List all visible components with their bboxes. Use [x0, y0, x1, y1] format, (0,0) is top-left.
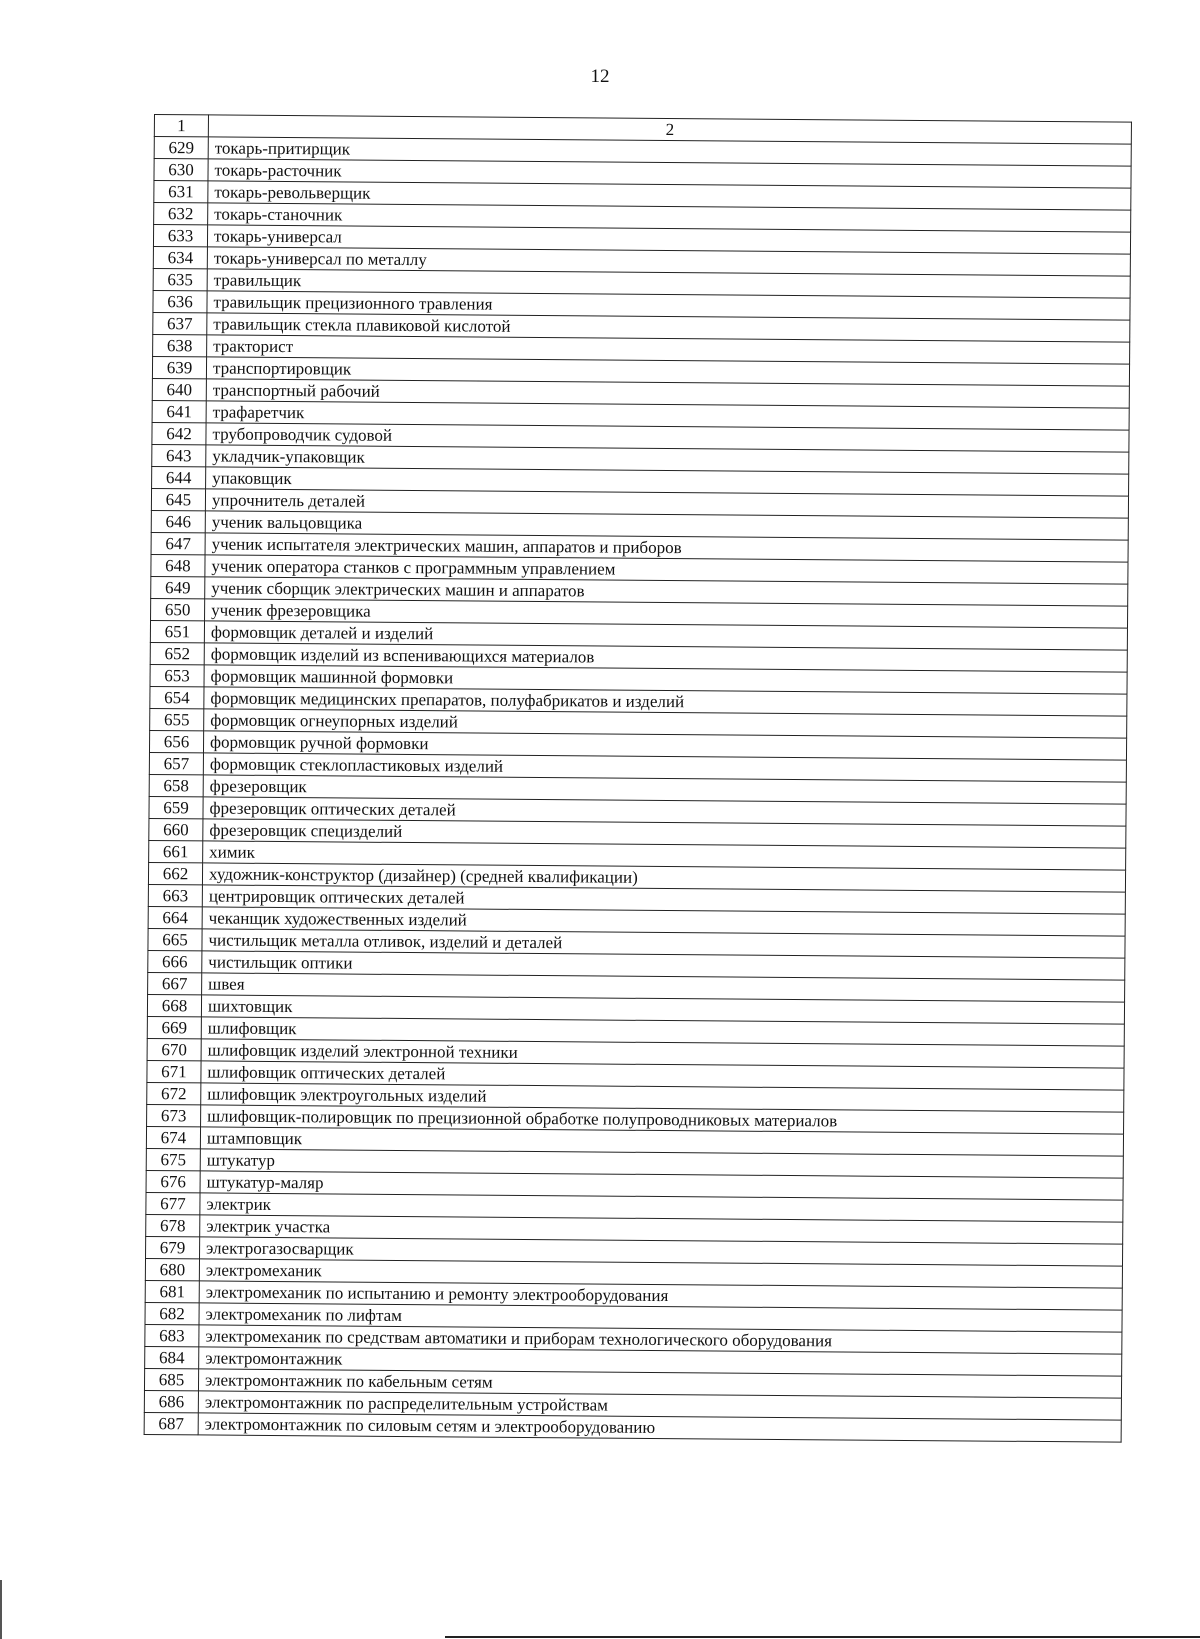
row-number: 643	[152, 444, 206, 466]
row-number: 687	[144, 1412, 198, 1434]
row-number: 680	[145, 1258, 199, 1280]
profession-name: электромеханик по испытанию и ремонту электрооборудования	[199, 1281, 1122, 1310]
profession-name: ученик сборщик электрических машин и аппаратов	[205, 577, 1128, 606]
row-number: 685	[144, 1368, 198, 1390]
profession-name: шихтовщик	[201, 995, 1124, 1024]
page-bottom-edge-line	[445, 1636, 1200, 1638]
row-number: 669	[147, 1016, 201, 1038]
row-number: 644	[152, 466, 206, 488]
profession-name: штамповщик	[200, 1127, 1123, 1156]
profession-name: трафаретчик	[206, 401, 1129, 430]
row-number: 676	[146, 1170, 200, 1192]
row-number: 645	[151, 488, 205, 510]
row-number: 686	[144, 1390, 198, 1412]
row-number: 649	[151, 576, 205, 598]
profession-name: травильщик прецизионного травления	[207, 291, 1130, 320]
profession-name: токарь-станочник	[208, 203, 1131, 232]
row-number: 660	[149, 818, 203, 840]
professions-table-container	[144, 114, 1132, 1443]
header-column-number: 1	[154, 115, 208, 137]
row-number: 666	[148, 950, 202, 972]
row-number: 642	[152, 422, 206, 444]
row-number: 658	[149, 774, 203, 796]
row-number: 679	[146, 1236, 200, 1258]
profession-name: фрезеровщик специзделий	[203, 819, 1126, 848]
profession-name: шлифовщик изделий электронной техники	[201, 1039, 1124, 1068]
profession-name: токарь-универсал по металлу	[207, 247, 1130, 276]
row-number: 637	[153, 312, 207, 334]
row-number: 646	[151, 510, 205, 532]
profession-name: ученик фрезеровщика	[205, 599, 1128, 628]
profession-name: транспортный рабочий	[206, 379, 1129, 408]
table-body	[144, 115, 1131, 1443]
row-number: 670	[147, 1038, 201, 1060]
row-number: 677	[146, 1192, 200, 1214]
row-number: 636	[153, 290, 207, 312]
row-number: 652	[150, 642, 204, 664]
profession-name: трубопроводчик судовой	[206, 423, 1129, 452]
profession-name: укладчик-упаковщик	[206, 445, 1129, 474]
row-number: 659	[149, 796, 203, 818]
profession-name: упрочнитель деталей	[205, 489, 1128, 518]
profession-name: токарь-расточник	[208, 159, 1131, 188]
profession-name: чистильщик металла отливок, изделий и деталей	[202, 929, 1125, 958]
profession-name: штукатур-маляр	[200, 1171, 1123, 1200]
profession-name: центрировщик оптических деталей	[202, 885, 1125, 914]
row-number: 662	[148, 862, 202, 884]
row-number: 682	[145, 1302, 199, 1324]
profession-name: формовщик стеклопластиковых изделий	[203, 753, 1126, 782]
row-number: 655	[150, 708, 204, 730]
profession-name: транспортировщик	[206, 357, 1129, 386]
row-number: 665	[148, 928, 202, 950]
row-number: 667	[148, 972, 202, 994]
profession-name: травильщик	[207, 269, 1130, 298]
row-number: 650	[151, 598, 205, 620]
profession-name: художник-конструктор (дизайнер) (средней квалификации)	[202, 863, 1125, 892]
profession-name: электрогазосварщик	[200, 1237, 1123, 1266]
profession-name: электромеханик по лифтам	[199, 1303, 1122, 1332]
profession-name: травильщик стекла плавиковой кислотой	[207, 313, 1130, 342]
profession-name: шлифовщик-полировщик по прецизионной обработке полупроводниковых материалов	[201, 1105, 1124, 1134]
profession-name: чистильщик оптики	[202, 951, 1125, 980]
profession-name: формовщик изделий из вспенивающихся материалов	[204, 643, 1127, 672]
profession-name: ученик оператора станков с программным управлением	[205, 555, 1128, 584]
header-column-profession: 2	[208, 115, 1131, 144]
profession-name: электромонтажник	[199, 1347, 1122, 1376]
row-number: 630	[154, 159, 208, 181]
page-number: 12	[590, 66, 610, 87]
profession-name: электромонтажник по силовым сетям и электрооборудованию	[198, 1413, 1121, 1442]
profession-name: формовщик ручной формовки	[203, 731, 1126, 760]
profession-name: электромеханик по средствам автоматики и приборам технологического оборудования	[199, 1325, 1122, 1354]
profession-name: химик	[203, 841, 1126, 870]
row-number: 629	[154, 137, 208, 159]
profession-name: электромонтажник по кабельным сетям	[198, 1369, 1121, 1398]
row-number: 673	[147, 1104, 201, 1126]
row-number: 683	[145, 1324, 199, 1346]
profession-name: токарь-универсал	[207, 225, 1130, 254]
row-number: 674	[146, 1126, 200, 1148]
row-number: 684	[145, 1346, 199, 1368]
profession-name: шлифовщик	[201, 1017, 1124, 1046]
row-number: 657	[149, 752, 203, 774]
row-number: 672	[147, 1082, 201, 1104]
row-number: 634	[153, 246, 207, 268]
profession-name: ученик вальцовщика	[205, 511, 1128, 540]
row-number: 654	[150, 686, 204, 708]
profession-name: электромеханик	[199, 1259, 1122, 1288]
profession-name: формовщик деталей и изделий	[204, 621, 1127, 650]
profession-name: шлифовщик оптических деталей	[201, 1061, 1124, 1090]
profession-name: токарь-притирщик	[208, 137, 1131, 166]
profession-name: формовщик машинной формовки	[204, 665, 1127, 694]
profession-name: токарь-револьверщик	[208, 181, 1131, 210]
row-number: 664	[148, 906, 202, 928]
row-number: 656	[149, 730, 203, 752]
profession-name: электрик	[200, 1193, 1123, 1222]
row-number: 651	[150, 620, 204, 642]
row-number: 681	[145, 1280, 199, 1302]
profession-name: штукатур	[200, 1149, 1123, 1178]
profession-name: фрезеровщик оптических деталей	[203, 797, 1126, 826]
row-number: 632	[154, 203, 208, 225]
row-number: 633	[153, 225, 207, 247]
row-number: 640	[152, 378, 206, 400]
profession-name: шлифовщик электроугольных изделий	[201, 1083, 1124, 1112]
row-number: 663	[148, 884, 202, 906]
row-number: 641	[152, 400, 206, 422]
row-number: 675	[146, 1148, 200, 1170]
profession-name: упаковщик	[206, 467, 1129, 496]
row-number: 639	[152, 356, 206, 378]
row-number: 638	[153, 334, 207, 356]
profession-name: тракторист	[207, 335, 1130, 364]
profession-name: формовщик медицинских препаратов, полуфабрикатов и изделий	[204, 687, 1127, 716]
profession-name: чеканщик художественных изделий	[202, 907, 1125, 936]
profession-name: формовщик огнеупорных изделий	[204, 709, 1127, 738]
row-number: 648	[151, 554, 205, 576]
profession-name: ученик испытателя электрических машин, аппаратов и приборов	[205, 533, 1128, 562]
row-number: 668	[147, 994, 201, 1016]
row-number: 661	[149, 840, 203, 862]
row-number: 671	[147, 1060, 201, 1082]
professions-table	[144, 114, 1132, 1443]
row-number: 635	[153, 268, 207, 290]
row-number: 678	[146, 1214, 200, 1236]
row-number: 647	[151, 532, 205, 554]
profession-name: швея	[202, 973, 1125, 1002]
page-left-edge-mark	[0, 1580, 2, 1639]
row-number: 653	[150, 664, 204, 686]
profession-name: фрезеровщик	[203, 775, 1126, 804]
row-number: 631	[154, 181, 208, 203]
profession-name: электрик участка	[200, 1215, 1123, 1244]
profession-name: электромонтажник по распределительным устройствам	[198, 1391, 1121, 1420]
